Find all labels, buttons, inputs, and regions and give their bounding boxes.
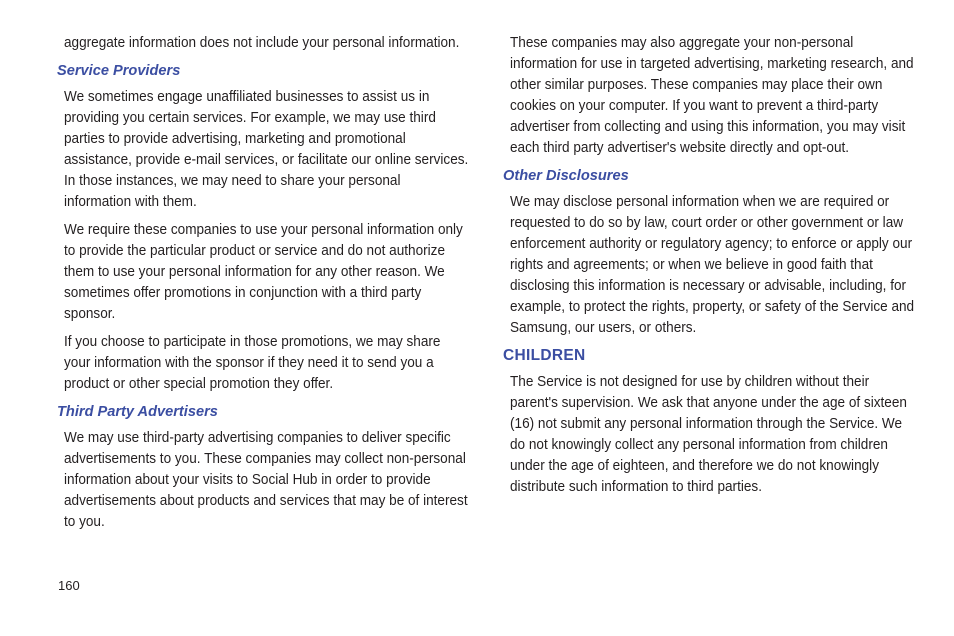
paragraph-advertising-companies: We may use third-party advertising companies to deliver specific advertisements to you. These companies may collect non-personal information about your visits to Social Hub in order to provide advertisements about products and services that may be of interest to you.	[64, 430, 468, 530]
paragraph-unaffiliated-businesses: We sometimes engage unaffiliated businesses to assist us in providing you certain services. For example, we may use third parties to provide advertising, marketing and promotional assistance, provide e-mail services, or facilitate our online services. In those instances, we may need to share your personal information with them.	[64, 89, 469, 210]
page-number: 160	[58, 578, 80, 593]
paragraph-aggregate-non-personal: These companies may also aggregate your non-personal information for use in targeted advertising, marketing research, and other similar purposes. These companies may place their own cookies on your computer. If you want to prevent a third-party advertiser from collecting and using this information, you may visit each third party advertiser's website directly and opt-out.	[510, 35, 914, 156]
heading-service-providers: Service Providers	[57, 63, 181, 79]
left-column	[57, 33, 469, 540]
right-column	[503, 33, 913, 505]
paragraph-promotions: If you choose to participate in those promotions, we may share your information with the sponsor if they need it to send you a product or other special promotion they offer.	[64, 334, 441, 392]
paragraph-require-companies: We require these companies to use your personal information only to provide the particular product or service and do not authorize them to use your personal information for any other reason. We sometimes offer promotions in conjunction with a third party sponsor.	[64, 222, 463, 322]
paragraph-children-policy: The Service is not designed for use by children without their parent's supervision. We ask that anyone under the age of sixteen (16) not submit any personal information through the Service. We do not knowingly collect any personal information from children under the age of eighteen, and therefore we do not knowingly distribute such information to third parties.	[510, 374, 907, 495]
paragraph-disclose-personal-info: We may disclose personal information when we are required or requested to do so by law, court order or other government or law enforcement authority or regulatory agency; to enforce or apply our rights and agreements; or when we believe in good faith that disclosing this information is necessary or advisable, including, for example, to protect the rights, property, or safety of the Service and Samsung, our users, or others.	[510, 194, 915, 336]
paragraph-aggregate-info: aggregate information does not include your personal information.	[64, 35, 460, 51]
heading-third-party-advertisers: Third Party Advertisers	[57, 404, 218, 420]
heading-other-disclosures: Other Disclosures	[503, 168, 629, 184]
heading-children: CHILDREN	[503, 347, 586, 364]
